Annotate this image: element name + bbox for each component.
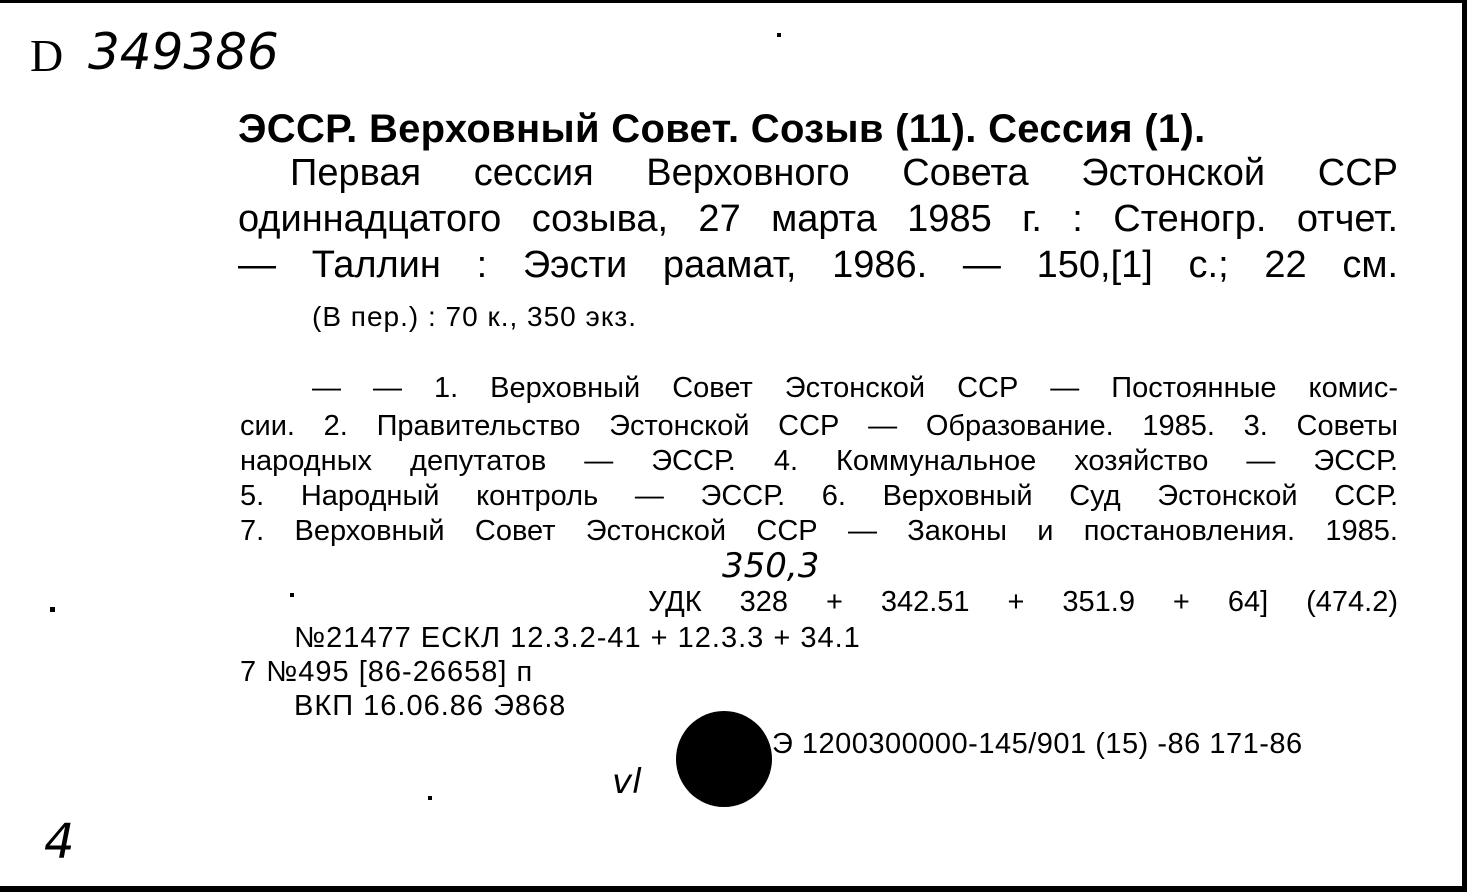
- subject-line-5: 7. Верховный Совет Эстонской ССР — Законы и постановления. 1985.: [240, 515, 1398, 547]
- handwritten-class: 350,3: [722, 546, 820, 586]
- price-line: (В пер.) : 70 к., 350 экз.: [312, 301, 638, 332]
- call-number-prefix: D: [30, 30, 64, 81]
- dot: [50, 607, 55, 612]
- dot: [428, 796, 432, 800]
- subject-line-4: 5. Народный контроль — ЭССР. 6. Верховный Суд Эстонской ССР.: [240, 480, 1398, 512]
- dot: [777, 33, 781, 37]
- initials: vl: [612, 762, 642, 802]
- corner-mark: 4: [44, 814, 75, 870]
- subject-line-3: народных депутатов — ЭССР. 4. Коммунальное хозяйство — ЭССР.: [240, 445, 1398, 477]
- main-line-2: одиннадцатого созыва, 27 марта 1985 г. : Стеногр. отчет.: [238, 198, 1398, 240]
- subject-line-1: — — 1. Верховный Совет Эстонской ССР — Постоянные комис-: [312, 372, 1398, 404]
- punch-hole: [676, 711, 772, 807]
- vkp-line: ВКП 16.06.86 Э868: [294, 690, 567, 722]
- code-line: Э 1200300000-145/901 (15) -86 171-86: [772, 728, 1303, 760]
- call-number: 349386: [88, 23, 279, 81]
- subject-line-2: сии. 2. Правительство Эстонской ССР — Образование. 1985. 3. Советы: [240, 410, 1398, 442]
- main-line-1: Первая сессия Верховного Совета Эстонской ССР: [290, 152, 1398, 194]
- main-line-3: — Таллин : Ээсти раамат, 1986. — 150,[1] с.; 22 см.: [238, 244, 1398, 286]
- dot: [290, 593, 294, 597]
- heading: ЭССР. Верховный Совет. Созыв (11). Сессия (1).: [238, 107, 1206, 151]
- udk-line: УДК 328 + 342.51 + 351.9 + 64] (474.2): [648, 586, 1398, 618]
- order-line: 7 №495 [86-26658] п: [240, 656, 534, 688]
- eskl-line: №21477 ЕСКЛ 12.3.2-41 + 12.3.3 + 34.1: [294, 622, 861, 654]
